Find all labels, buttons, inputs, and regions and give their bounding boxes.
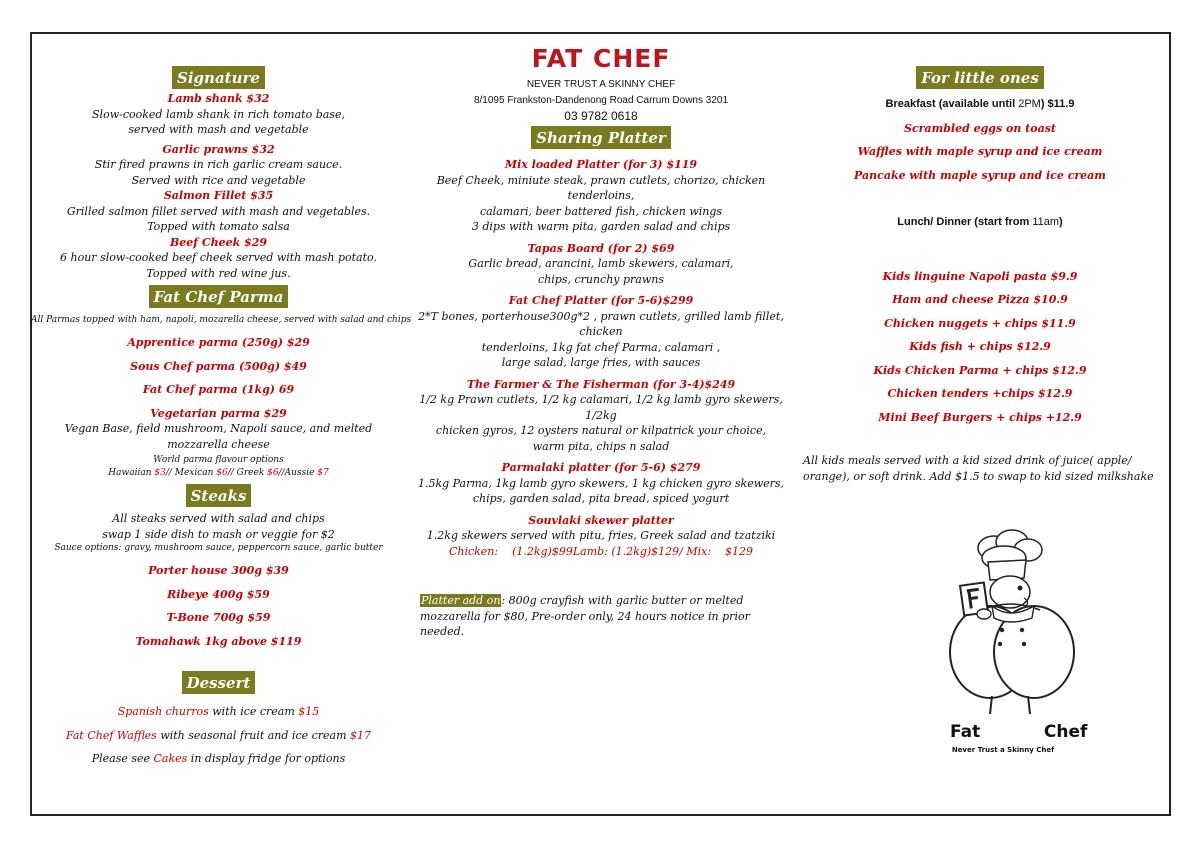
vegetarian-desc: Vegan Base, field mushroom, Napoli sauce, and melted mozzarella cheese [64, 422, 373, 451]
platter-name: Mix loaded Platter (for 3) $119 [504, 158, 698, 171]
platter-desc: 1.2kg skewers served with pitu, fries, Greek salad and tzatziki [426, 529, 776, 542]
platter-desc: 3 dips with warm pita, garden salad and chips [471, 220, 731, 233]
kids-meal-note: All kids meals served with a kid sized drink of juice( apple/ orange), or soft drink. Add $1.5 to swap to kid sized milkshake [803, 454, 1154, 483]
souvlaki-prices: Chicken: (1.2kg)$99Lamb: (1.2kg)$129/ Mix: $129 [448, 544, 754, 558]
signature-item-desc: Stir fired prawns in rich garlic cream sauce. [94, 158, 343, 171]
kids-item: Kids Chicken Parma + chips $12.9 [873, 363, 1087, 377]
sharing-platter-header: Sharing Platter [531, 126, 671, 149]
breakfast-item: Pancake with maple syrup and ice cream [854, 168, 1106, 182]
signature-item-desc: Slow-cooked lamb shank in rich tomato base, [92, 107, 345, 121]
logo-tagline: Never Trust a Skinny Chef [951, 746, 1055, 754]
signature-header: Signature [172, 66, 265, 89]
signature-item-name: Lamb shank $32 [167, 92, 270, 105]
dessert-item: Spanish churros with ice cream $15 [117, 705, 320, 718]
signature-item-desc: Grilled salmon fillet served with mash and vegetables. [66, 204, 371, 218]
steaks-note: swap 1 side dish to mash or veggie for $2 [102, 527, 335, 541]
little-ones-header: For little ones [916, 66, 1044, 89]
platter-desc: Garlic bread, arancini, lamb skewers, calamari, [468, 257, 734, 270]
platter-desc: chips, crunchy prawns [538, 272, 664, 286]
breakfast-item: Scrambled eggs on toast [904, 121, 1056, 135]
signature-item-name: Beef Cheek $29 [169, 235, 268, 249]
platter-desc: large salad, large fries, with sauces [501, 356, 701, 369]
steaks-note: All steaks served with salad and chips [112, 512, 325, 525]
dessert-note: Please see Cakes in display fridge for options [91, 752, 346, 765]
parma-item: Sous Chef parma (500g) $49 [130, 359, 307, 373]
signature-item-desc: 6 hour slow-cooked beef cheek served with mash potato. [60, 251, 377, 264]
parma-item: Vegetarian parma $29 [150, 406, 287, 420]
platter-name: Souvlaki skewer platter [528, 513, 674, 527]
flavour-options: Hawaiian $3// Mexican $6// Greek $6//Aussie $7 [108, 468, 329, 478]
logo-brand-name: Fat Chef [950, 722, 1088, 742]
platter-desc: 1.5kg Parma, 1kg lamb gyro skewers, 1 kg chicken gyro skewers, [417, 476, 785, 490]
left-column [31, 66, 412, 767]
platter-desc: 2*T bones, porterhouse300g*2 , prawn cutlets, grilled lamb fillet, chicken [418, 309, 784, 338]
platter-desc: chips, garden salad, pita bread, spiced yogurt [472, 492, 730, 505]
breakfast-label: Breakfast (available until 2PM) $11.9 [885, 98, 1075, 110]
restaurant-name: FAT CHEF [531, 44, 671, 73]
sauce-options: Sauce options: gravy, mushroom sauce, peppercorn sauce, garlic butter [54, 543, 383, 553]
signature-item-desc: served with mash and vegetable [128, 123, 309, 136]
restaurant-tagline: NEVER TRUST A SKINNY CHEF [526, 79, 676, 90]
kids-item: Chicken nuggets + chips $11.9 [884, 316, 1076, 330]
platter-desc: Beef Cheek, miniute steak, prawn cutlets, chorizo, chicken tenderloins, [436, 173, 766, 202]
platter-desc: tenderloins, 1kg fat chef Parma, calamari , [481, 340, 721, 354]
platter-addon-label: Platter add on [421, 594, 501, 607]
kids-item: Kids linguine Napoli pasta $9.9 [882, 269, 1078, 283]
kids-item: Kids fish + chips $12.9 [909, 340, 1051, 353]
platter-desc: calamari, beer battered fish, chicken wings [479, 204, 723, 218]
signature-item-desc: Topped with tomato salsa [147, 220, 290, 233]
platter-desc: warm pita, chips n salad [532, 439, 670, 453]
right-column [795, 66, 1165, 484]
restaurant-address: 8/1095 Frankston-Dandenong Road Carrum Downs 3201 [473, 95, 729, 106]
dessert-header: Dessert [182, 671, 256, 694]
steak-item: T-Bone 700g $59 [166, 611, 271, 624]
restaurant-phone: 03 9782 0618 [564, 109, 638, 123]
platter-name: The Farmer & The Fisherman (for 3-4)$249 [466, 377, 736, 391]
platter-desc: chicken gyros, 12 oysters natural or kilpatrick your choice, [435, 424, 767, 437]
platter-name: Tapas Board (for 2) $69 [527, 241, 675, 255]
steak-item: Tomahawk 1kg above $119 [135, 634, 302, 648]
flavour-title: World parma flavour options [153, 455, 284, 465]
kids-item: Ham and cheese Pizza $10.9 [892, 293, 1068, 306]
center-column [412, 44, 790, 640]
parma-note: All Parmas topped with ham, napoli, mozarella cheese, served with salad and chips [31, 315, 412, 325]
lunch-label: Lunch/ Dinner (start from 11am) [897, 216, 1063, 228]
steak-item: Ribeye 400g $59 [167, 587, 270, 601]
signature-item-desc: Served with rice and vegetable [131, 173, 306, 187]
platter-name: Fat Chef Platter (for 5-6)$299 [508, 294, 694, 307]
signature-item-desc: Topped with red wine jus. [146, 266, 291, 280]
parma-header: Fat Chef Parma [149, 285, 289, 308]
platter-desc: 1/2 kg Prawn cutlets, 1/2 kg calamari, 1/2 kg lamb gyro skewers, 1/2kg [419, 393, 783, 422]
kids-item: Chicken tenders +chips $12.9 [887, 387, 1073, 400]
parma-item: Fat Chef parma (1kg) 69 [142, 383, 295, 396]
steaks-header: Steaks [186, 484, 252, 507]
kids-item: Mini Beef Burgers + chips +12.9 [878, 410, 1082, 424]
signature-item-name: Garlic prawns $32 [162, 142, 275, 156]
dessert-item: Fat Chef Waffles with seasonal fruit and ice cream $17 [65, 728, 372, 742]
parma-item: Apprentice parma (250g) $29 [127, 336, 310, 349]
steak-item: Porter house 300g $39 [148, 564, 289, 577]
platter-name: Parmalaki platter (for 5-6) $279 [501, 461, 701, 474]
signature-item-name: Salmon Fillet $35 [163, 189, 274, 202]
breakfast-item: Waffles with maple syrup and ice cream [857, 145, 1103, 158]
platter-addon: Platter add on: 800g crayfish with garlic butter or melted mozzarella for $80, Pre-order only, 24 hours notice in prior needed. [420, 594, 750, 638]
